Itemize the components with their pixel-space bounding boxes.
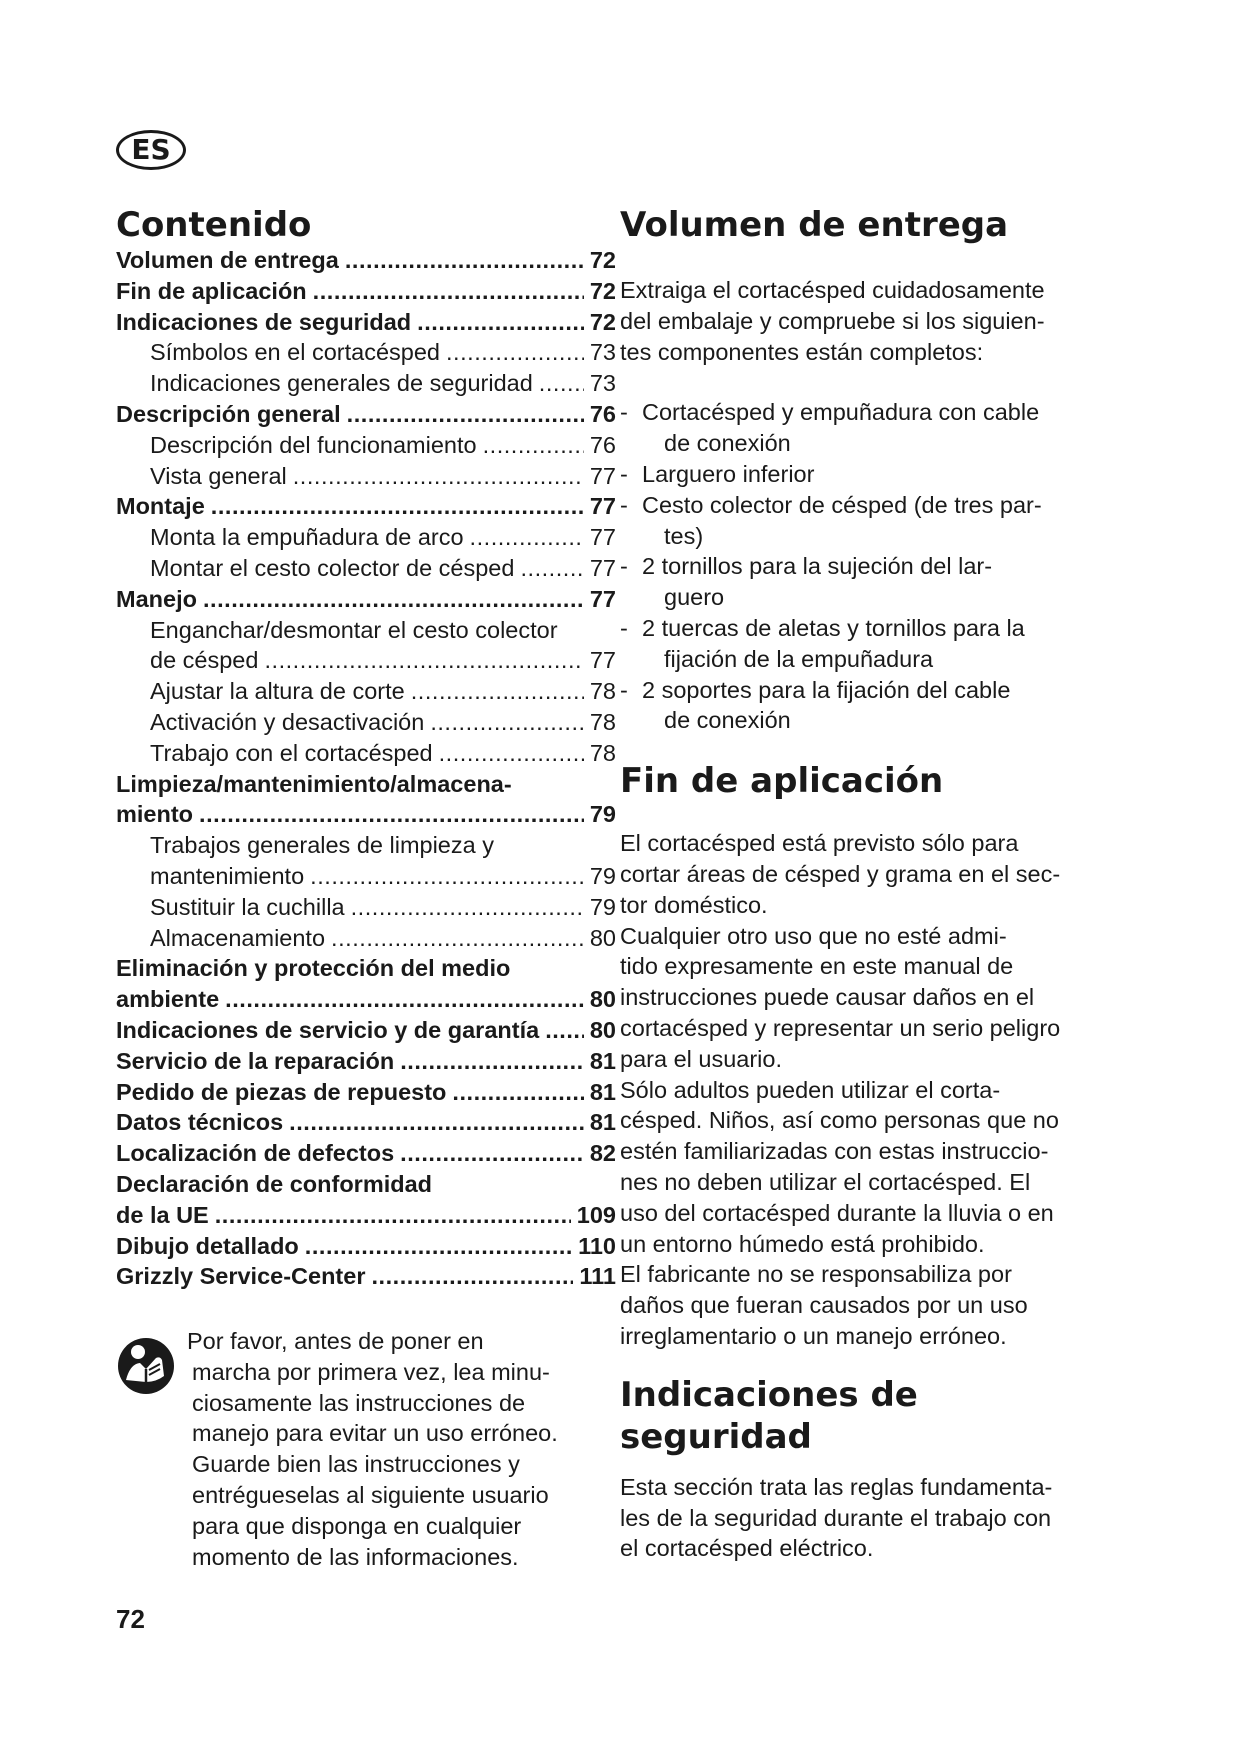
toc-page-number: 73 (589, 370, 616, 397)
toc-leader-dots (313, 276, 584, 307)
toc-page-number: 82 (589, 1140, 616, 1167)
toc-leader-dots (539, 368, 584, 399)
toc-entry[interactable] (116, 1015, 616, 1046)
toc-entry-label: Ajustar la altura de corte (150, 678, 405, 705)
purpose-line: nes no deben utilizar el cortacésped. El (620, 1168, 1031, 1195)
toc-leader-dots (225, 984, 584, 1015)
toc-entry-label: Trabajo con el cortacésped (150, 739, 433, 766)
delivery-intro-line: tes componentes están completos: (620, 338, 984, 365)
delivery-title: Volumen de entrega (620, 205, 1009, 245)
toc-entry[interactable] (116, 1077, 616, 1108)
toc-page-number: 79 (589, 801, 616, 828)
toc-page-number: 79 (589, 862, 616, 889)
toc-entry[interactable] (116, 1107, 616, 1138)
toc-entry[interactable] (116, 1200, 616, 1231)
toc-entry-label: Limpieza/mantenimiento/almacena- (116, 770, 512, 797)
list-dash: - (620, 491, 628, 518)
toc-page-number: 76 (589, 400, 616, 427)
purpose-line: instrucciones puede causar daños en el (620, 984, 1035, 1011)
toc-entry[interactable] (116, 584, 616, 615)
purpose-line: irreglamentario o un manejo erróneo. (620, 1322, 1007, 1349)
purpose-line: un entorno húmedo está prohibido. (620, 1230, 985, 1257)
toc-page-number: 77 (589, 524, 616, 551)
toc-entry-label: Almacenamiento (150, 924, 326, 951)
list-item (620, 551, 1120, 613)
purpose-line: para el usuario. (620, 1045, 782, 1072)
toc-leader-dots (545, 1015, 584, 1046)
toc-page-number: 81 (589, 1047, 616, 1074)
toc-entry-label-cont: de la UE (116, 1201, 209, 1228)
toc-entry-label: Montar el cesto colector de césped (150, 554, 515, 581)
delivery-intro-line: del embalaje y compruebe si los siguien- (620, 307, 1045, 334)
list-dash: - (620, 553, 628, 580)
toc-entry[interactable] (116, 491, 616, 522)
safety-line: les de la seguridad durante el trabajo con (620, 1504, 1052, 1531)
toc-entry-label: Volumen de entrega (116, 247, 339, 273)
read-manual-icon (116, 1336, 176, 1396)
list-item (620, 490, 1120, 552)
purpose-line: El fabricante no se responsabiliza por (620, 1261, 1012, 1288)
toc-leader-dots (446, 337, 584, 368)
toc-entry[interactable] (116, 799, 616, 830)
page-number: 72 (116, 1604, 145, 1634)
notice-text (187, 1326, 616, 1572)
safety-title (620, 1374, 1120, 1458)
toc-entry-label: Activación y desactivación (150, 708, 425, 735)
toc-leader-dots (400, 1046, 584, 1077)
toc-entry[interactable] (116, 1261, 616, 1292)
purpose-line: El cortacésped está previsto sólo para (620, 830, 1019, 857)
list-item (620, 397, 1120, 459)
notice-line: entrégueselas al siguiente usuario (192, 1481, 549, 1508)
list-item-text-cont: tes) (664, 522, 704, 549)
toc-title: Contenido (116, 205, 312, 245)
toc-entry-label: Eliminación y protección del medio (116, 955, 511, 982)
toc-list (116, 245, 616, 1292)
list-dash: - (620, 676, 628, 703)
toc-leader-dots (417, 307, 584, 338)
toc-page-number: 72 (589, 277, 616, 304)
delivery-items-list (620, 397, 1120, 736)
toc-leader-dots (215, 1200, 571, 1231)
list-item-text: 2 tuercas de aletas y tornillos para la (642, 614, 1025, 641)
toc-entry-label: Vista general (150, 462, 287, 489)
toc-leader-dots (520, 553, 583, 584)
toc-page-number: 79 (589, 893, 616, 920)
toc-page-number: 77 (589, 493, 616, 520)
list-dash: - (620, 399, 628, 426)
toc-page-number: 72 (589, 247, 616, 273)
safety-title-line2: seguridad (620, 1416, 812, 1457)
toc-entry[interactable] (116, 522, 616, 553)
safety-line: el cortacésped eléctrico. (620, 1535, 874, 1562)
toc-entry[interactable] (116, 1138, 616, 1169)
toc-entry-label: Fin de aplicación (116, 277, 307, 304)
toc-leader-dots (452, 1077, 583, 1108)
safety-line: Esta sección trata las reglas fundamenta- (620, 1473, 1053, 1500)
toc-page-number: 110 (578, 1232, 616, 1259)
toc-entry[interactable] (116, 645, 616, 676)
delivery-section (620, 205, 1120, 736)
purpose-line: Sólo adultos pueden utilizar el corta- (620, 1076, 1001, 1103)
toc-entry-label: Declaración de conformidad (116, 1170, 433, 1197)
toc-leader-dots (293, 461, 584, 492)
purpose-line: uso del cortacésped durante la lluvia o en (620, 1199, 1054, 1226)
toc-page-number: 80 (589, 986, 616, 1013)
list-item-text: 2 soportes para la fijación del cable (642, 676, 1011, 703)
list-item-text: Cesto colector de césped (de tres par- (642, 491, 1042, 518)
toc-entry[interactable] (116, 553, 616, 584)
list-item-text-cont: de conexión (664, 430, 791, 457)
language-badge: ES (116, 130, 186, 170)
list-item (620, 459, 1120, 490)
read-manual-notice (116, 1326, 616, 1572)
toc-page-number: 77 (589, 554, 616, 581)
toc-leader-dots (203, 584, 584, 615)
toc-leader-dots (331, 923, 584, 954)
safety-section (620, 1374, 1120, 1564)
toc-entry-label: Sustituir la cuchilla (150, 893, 345, 920)
delivery-intro-line: Extraiga el cortacésped cuidadosamente (620, 277, 1045, 303)
toc-leader-dots (310, 861, 584, 892)
toc-entry[interactable] (116, 1231, 616, 1262)
toc-entry-label-cont: ambiente (116, 986, 220, 1013)
safety-title-line1: Indicaciones de (620, 1374, 918, 1415)
list-item-text-cont: guero (664, 584, 725, 611)
notice-line: Guarde bien las instrucciones y (192, 1451, 520, 1478)
purpose-line: Cualquier otro uso que no esté admi- (620, 922, 1007, 949)
toc-entry[interactable] (116, 892, 616, 923)
toc-page-number: 81 (589, 1078, 616, 1105)
toc-entry[interactable] (116, 245, 616, 276)
safety-text (620, 1472, 1120, 1564)
toc-entry-label: Monta la empuñadura de arco (150, 524, 464, 551)
toc-leader-dots (264, 645, 583, 676)
toc-entry[interactable] (116, 1046, 616, 1077)
notice-line: para que disponga en cualquier (192, 1512, 522, 1539)
purpose-line: tido expresamente en este manual de (620, 953, 1014, 980)
toc-leader-dots (351, 892, 584, 923)
toc-leader-dots (347, 399, 584, 430)
toc-entry-label: Enganchar/desmontar el cesto colector (150, 616, 558, 643)
toc-entry[interactable] (116, 307, 616, 338)
notice-line: Por favor, antes de poner en (187, 1328, 484, 1354)
purpose-section (620, 754, 1120, 1352)
purpose-line: daños que fueran causados por un uso (620, 1292, 1028, 1319)
purpose-text (620, 828, 1120, 1352)
toc-page-number: 72 (589, 308, 616, 335)
toc-entry-label: Indicaciones de seguridad (116, 308, 412, 335)
toc-entry-label: Grizzly Service-Center (116, 1263, 366, 1290)
toc-entry[interactable] (116, 676, 616, 707)
toc-leader-dots (411, 676, 584, 707)
toc-leader-dots (345, 245, 584, 276)
toc-entry[interactable] (116, 707, 616, 738)
toc-entry-label: Descripción general (116, 400, 341, 427)
toc-page-number: 78 (589, 739, 616, 766)
toc-entry[interactable] (116, 368, 616, 399)
toc-page-number: 77 (589, 462, 616, 489)
toc-entry-label: Símbolos en el cortacésped (150, 339, 440, 366)
toc-entry[interactable] (116, 861, 616, 892)
toc-entry[interactable] (116, 461, 616, 492)
toc-leader-dots (400, 1138, 584, 1169)
toc-page-number: 80 (589, 924, 616, 951)
toc-entry-label: Datos técnicos (116, 1109, 284, 1136)
toc-entry[interactable] (116, 337, 616, 368)
toc-leader-dots (371, 1261, 573, 1292)
toc-page-number: 77 (589, 647, 616, 674)
toc-leader-dots (430, 707, 584, 738)
toc-entry-label-cont: de césped (150, 647, 259, 674)
toc-leader-dots (439, 738, 584, 769)
purpose-line: cortacésped y representar un serio peligro (620, 1014, 1061, 1041)
toc-leader-dots (470, 522, 584, 553)
right-column (620, 205, 1120, 1564)
toc-entry-label: Servicio de la reparación (116, 1047, 395, 1074)
list-item-text: Cortacésped y empuñadura con cable (642, 399, 1040, 426)
purpose-title: Fin de aplicación (620, 761, 944, 802)
toc-entry-label: Montaje (116, 493, 205, 520)
toc-entry[interactable] (116, 738, 616, 769)
toc-entry[interactable] (116, 923, 616, 954)
notice-line: momento de las informaciones. (192, 1543, 519, 1570)
list-item-text: Larguero inferior (642, 460, 815, 487)
table-of-contents (116, 205, 616, 1292)
toc-entry-label: Dibujo detallado (116, 1232, 299, 1259)
list-item-text-cont: de conexión (664, 707, 791, 734)
notice-line: manejo para evitar un uso erróneo. (192, 1420, 558, 1447)
toc-entry-label: Descripción del funcionamiento (150, 431, 477, 458)
toc-leader-dots (305, 1231, 572, 1262)
toc-page-number: 77 (589, 585, 616, 612)
toc-leader-dots (199, 799, 584, 830)
toc-page-number: 78 (589, 678, 616, 705)
toc-page-number: 111 (579, 1263, 616, 1290)
toc-leader-dots (211, 491, 584, 522)
toc-page-number: 76 (589, 431, 616, 458)
purpose-line: tor doméstico. (620, 891, 768, 918)
toc-entry-label: Localización de defectos (116, 1140, 395, 1167)
toc-leader-dots (289, 1107, 584, 1138)
toc-entry[interactable] (116, 984, 616, 1015)
notice-line: ciosamente las instrucciones de (192, 1389, 526, 1416)
toc-entry-label: Pedido de piezas de repuesto (116, 1078, 447, 1105)
toc-page-number: 73 (589, 339, 616, 366)
toc-page-number: 81 (589, 1109, 616, 1136)
toc-entry-label: Indicaciones generales de seguridad (150, 370, 533, 397)
toc-page-number: 109 (576, 1201, 616, 1228)
list-item-text: 2 tornillos para la sujeción del lar- (642, 553, 993, 580)
list-item (620, 675, 1120, 737)
toc-page-number: 78 (589, 708, 616, 735)
toc-leader-dots (483, 430, 584, 461)
purpose-line: cortar áreas de césped y grama en el sec- (620, 860, 1061, 887)
toc-entry-label: Trabajos generales de limpieza y (150, 832, 494, 859)
list-dash: - (620, 460, 628, 487)
toc-entry-label-cont: mantenimiento (150, 862, 305, 889)
toc-entry-label: Indicaciones de servicio y de garantía (116, 1016, 540, 1043)
notice-line: marcha por primera vez, lea minu- (192, 1358, 550, 1385)
toc-entry-label: Manejo (116, 585, 197, 612)
delivery-intro (620, 275, 1120, 367)
toc-entry[interactable] (116, 276, 616, 307)
toc-entry-label-cont: miento (116, 801, 194, 828)
toc-page-number: 80 (589, 1016, 616, 1043)
toc-entry[interactable] (116, 430, 616, 461)
list-item-text-cont: fijación de la empuñadura (664, 645, 934, 672)
toc-entry[interactable] (116, 399, 616, 430)
purpose-line: estén familiarizadas con estas instruccio- (620, 1138, 1049, 1165)
list-item (620, 613, 1120, 675)
list-dash: - (620, 614, 628, 641)
purpose-line: césped. Niños, así como personas que no (620, 1107, 1059, 1134)
